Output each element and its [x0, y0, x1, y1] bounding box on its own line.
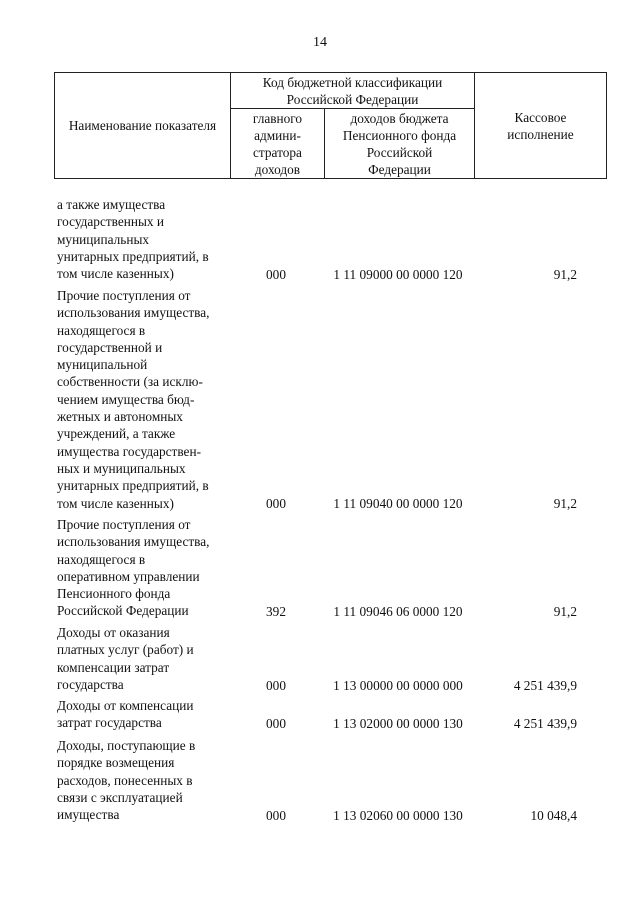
row-name: Доходы, поступающие в порядке возмещения расходов, понесенных в связи с эксплуатацией имущества	[57, 738, 196, 823]
row-budget-code: 1 11 09040 00 0000 120	[333, 495, 463, 511]
row-admin-code: 000	[266, 495, 286, 511]
row-name: Прочие поступления от использования имущества, находящегося в государственной и муниципальной собственности (за исклю- чением имущества бюд- жетных и автономных учреждений, а также имущества государствен- ных и муниципальных унитарных предприятий, в том числе казенных)	[57, 288, 210, 511]
row-budget-code: 1 13 00000 00 0000 000	[333, 677, 463, 693]
row-amount: 10 048,4	[530, 807, 577, 823]
table-row	[54, 287, 607, 512]
row-name: а также имущества государственных и муниципальных унитарных предприятий, в том числе казенных)	[57, 197, 209, 282]
table-row	[54, 196, 607, 283]
row-amount: 91,2	[553, 266, 577, 282]
row-name: Прочие поступления от использования имущества, находящегося в оперативном управлении Пенсионного фонда Российской Федерации	[57, 517, 210, 619]
row-amount: 4 251 439,9	[513, 677, 577, 693]
row-admin-code: 000	[266, 677, 286, 693]
table-row	[54, 516, 607, 620]
row-name: Доходы от оказания платных услуг (работ) и компенсации затрат государства	[57, 625, 194, 692]
row-budget-code: 1 13 02060 00 0000 130	[333, 807, 463, 823]
header-name-column: Наименование показателя	[68, 118, 217, 133]
row-budget-code: 1 11 09000 00 0000 120	[333, 266, 463, 282]
row-admin-code: 392	[266, 603, 286, 619]
row-admin-code: 000	[266, 266, 286, 282]
row-admin-code: 000	[266, 807, 286, 823]
table-row	[54, 624, 607, 694]
row-amount: 4 251 439,9	[513, 715, 577, 731]
row-amount: 91,2	[553, 603, 577, 619]
row-amount: 91,2	[553, 495, 577, 511]
header-admin-column: главного админи-стратора доходов	[252, 110, 303, 177]
table-row	[54, 697, 607, 732]
row-budget-code: 1 11 09046 06 0000 120	[333, 603, 463, 619]
row-name: Доходы от компенсации затрат государства	[57, 698, 194, 731]
row-budget-code: 1 13 02000 00 0000 130	[333, 715, 463, 731]
table-header	[54, 72, 607, 179]
header-budget-classification-group: Код бюджетной классификации Российской Федерации	[262, 75, 443, 107]
table-row	[54, 737, 607, 824]
header-revenue-code-column: доходов бюджета Пенсионного фонда Российской Федерации	[342, 110, 457, 177]
header-execution-column: Кассовое исполнение	[507, 109, 574, 142]
row-admin-code: 000	[266, 715, 286, 731]
page-number: 14	[313, 35, 327, 50]
